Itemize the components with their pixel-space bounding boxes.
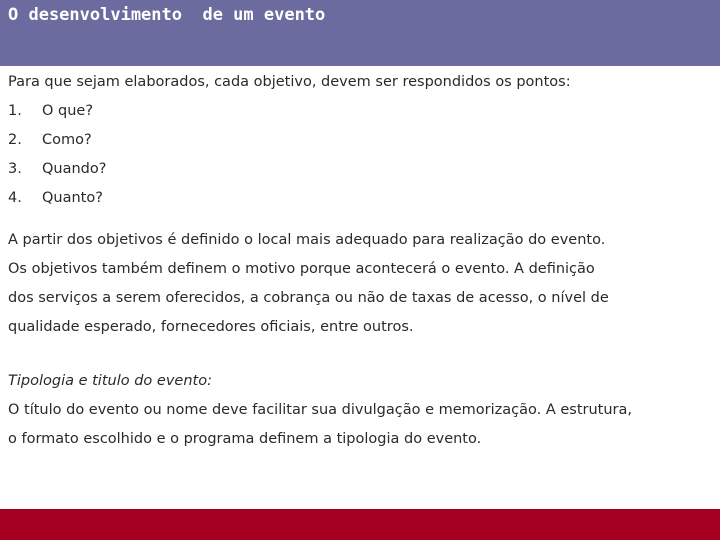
list-number: 3. [8,161,22,177]
list-item [8,97,712,126]
paragraph-line: o formato escolhido e o programa definem a tipologia do evento. [8,431,482,447]
spacer [8,213,712,226]
paragraph-line: qualidade esperado, fornecedores oficiais, entre outros. [8,319,414,335]
list-number: 4. [8,190,22,206]
footer-bar [0,509,720,540]
list-item [8,184,712,213]
list-item [8,155,712,184]
list-number: 2. [8,132,22,148]
intro-text: Para que sejam elaborados, cada objetivo, devem ser respondidos os pontos: [8,74,571,90]
list-item [8,126,712,155]
spacer [8,342,712,367]
list-text: Quando? [42,161,107,177]
list-text: Quanto? [42,190,103,206]
list-text: Como? [42,132,92,148]
page-title: O desenvolvimento de um evento [8,5,326,25]
paragraph-line: Os objetivos também definem o motivo porque acontecerá o evento. A definição [8,261,595,277]
slide-body [8,68,712,454]
title-bar [0,0,720,66]
paragraph-line: A partir dos objetivos é definido o local mais adequado para realização do evento. [8,232,606,248]
paragraph-line: O título do evento ou nome deve facilitar sua divulgação e memorização. A estrutura, [8,402,633,418]
list-number: 1. [8,103,22,119]
list-text: O que? [42,103,94,119]
section-heading: Tipologia e titulo do evento: [8,373,212,389]
paragraph-line: dos serviços a serem oferecidos, a cobrança ou não de taxas de acesso, o nível de [8,290,609,306]
